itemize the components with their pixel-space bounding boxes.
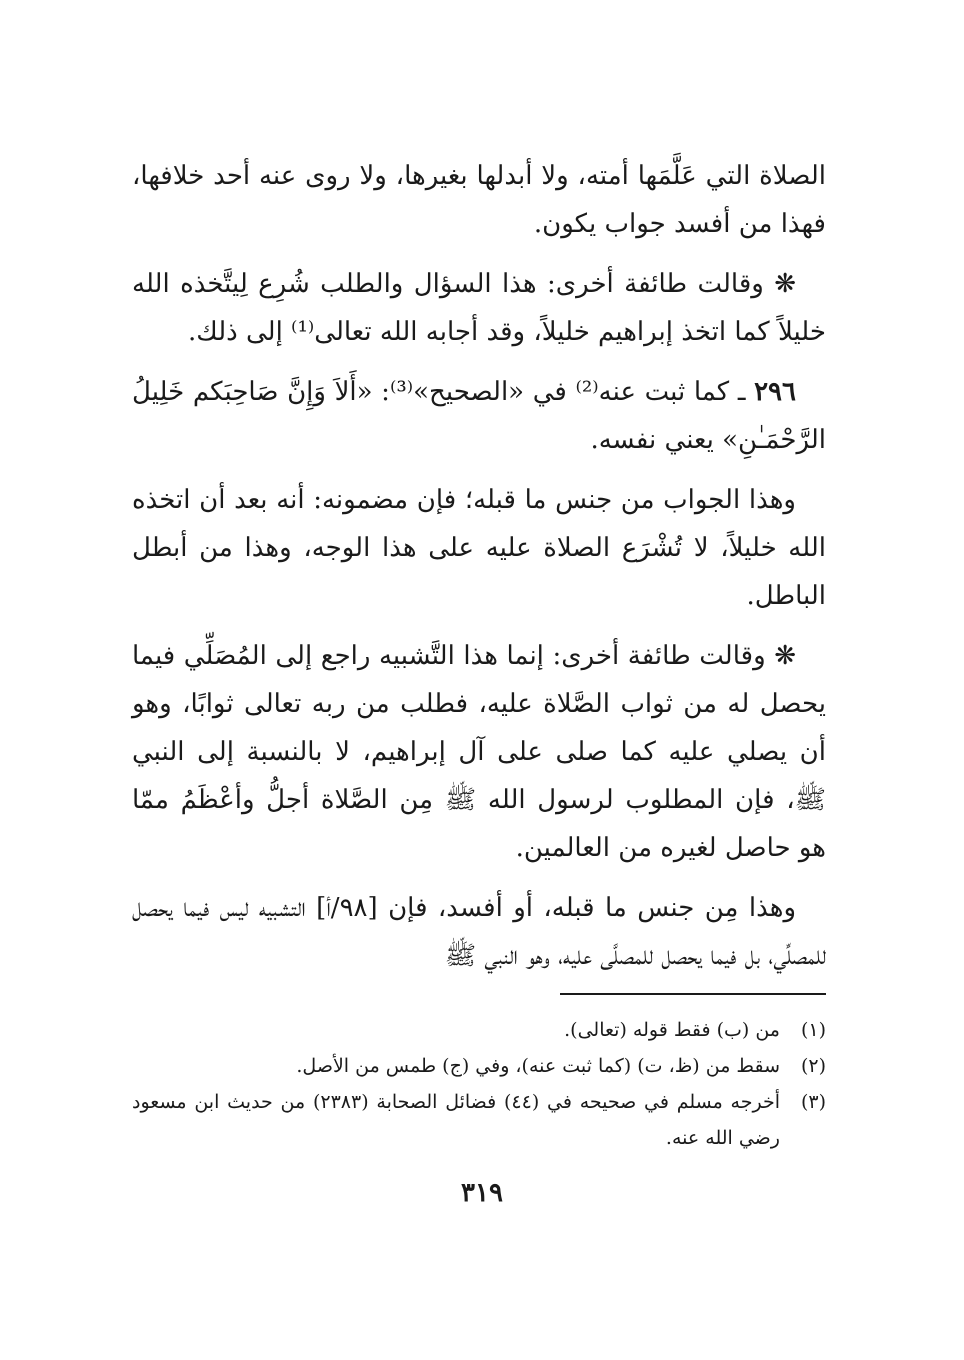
main-text — [132, 152, 826, 992]
paragraph-5 — [132, 632, 826, 872]
paragraph-text: وهذا الجواب من جنس ما قبله؛ فإن مضمونه: أنه بعد أن اتخذه الله خليلاً، لا تُشْرَع الصلاة عليه على هذا الوجه، وهذا من أبطل الباطل. — [132, 485, 826, 611]
paragraph-4 — [132, 476, 826, 620]
footnote-item — [132, 1084, 826, 1156]
footnote-marker: (٣) — [800, 1091, 826, 1113]
paragraph-2 — [132, 260, 826, 356]
footnote-marker: (١) — [800, 1019, 826, 1041]
paragraph-1 — [132, 152, 826, 248]
footnote-separator — [560, 993, 826, 995]
paragraph-6 — [132, 884, 826, 980]
paragraph-text: الصلاة التي عَلَّمَها أمته، ولا أبدلها بغيرها، ولا روى عنه أحد خلافها، فهذا من أفسد جواب يكون. — [132, 161, 826, 239]
footnotes — [132, 1012, 826, 1156]
hadith-text: ـ كما ثبت عنه⁽²⁾ في «الصحيح»⁽³⁾: «أَلاَ وَإِنَّ صَاحِبَكم خَلِيلُ الرَّحْمَـٰنِ» يعني نفسه. — [132, 377, 826, 455]
footnote-text: من (ب) فقط قوله (تعالى). — [564, 1019, 780, 1041]
paragraph-text: وهذا مِن جنس ما قبله، أو أفسد، فإن [٩٨/أ] التشبيه ليس فيما يحصل للمصلِّي، بل فيما يحصل للمصلَّى عليه، وهو النبي ﷺ — [132, 893, 826, 971]
paragraph-text — [132, 368, 826, 464]
hadith-number: ٢٩٦ — [754, 377, 796, 407]
page-number: ٣١٩ — [461, 1178, 503, 1208]
footnote-item — [132, 1012, 826, 1048]
footnote-item — [132, 1048, 826, 1084]
paragraph-text: ❋ وقالت طائفة أخرى: إنما هذا التَّشبيه راجع إلى المُصَلِّي فيما يحصل له من ثواب الصَّلاة عليه، فطلب من ربه تعالى ثوابًا، وهو أن يصلي عليه كما صلى على آل إبراهيم، لا بالنسبة إلى النبي ﷺ، فإن المطلوب لرسول الله ﷺ مِن الصَّلاة أجلُّ وأعْظَمُ ممّا هو حاصل لغيره من العالمين. — [132, 641, 826, 863]
footnote-text: سقط من (ظ، ت) (كما ثبت عنه)، وفي (ج) طمس من الأصل. — [296, 1055, 780, 1077]
footnote-marker: (٢) — [800, 1055, 826, 1077]
footnote-text: أخرجه مسلم في صحيحه في (٤٤) فضائل الصحابة (٢٣٨٣) من حديث ابن مسعود رضي الله عنه. — [132, 1091, 780, 1149]
paragraph-text: ❋ وقالت طائفة أخرى: هذا السؤال والطلب شُرِع لِيتَّخذه الله خليلاً كما اتخذ إبراهيم خليلاً، وقد أجابه الله تعالى⁽¹⁾ إلى ذلك. — [132, 269, 826, 347]
paragraph-3 — [132, 368, 826, 464]
